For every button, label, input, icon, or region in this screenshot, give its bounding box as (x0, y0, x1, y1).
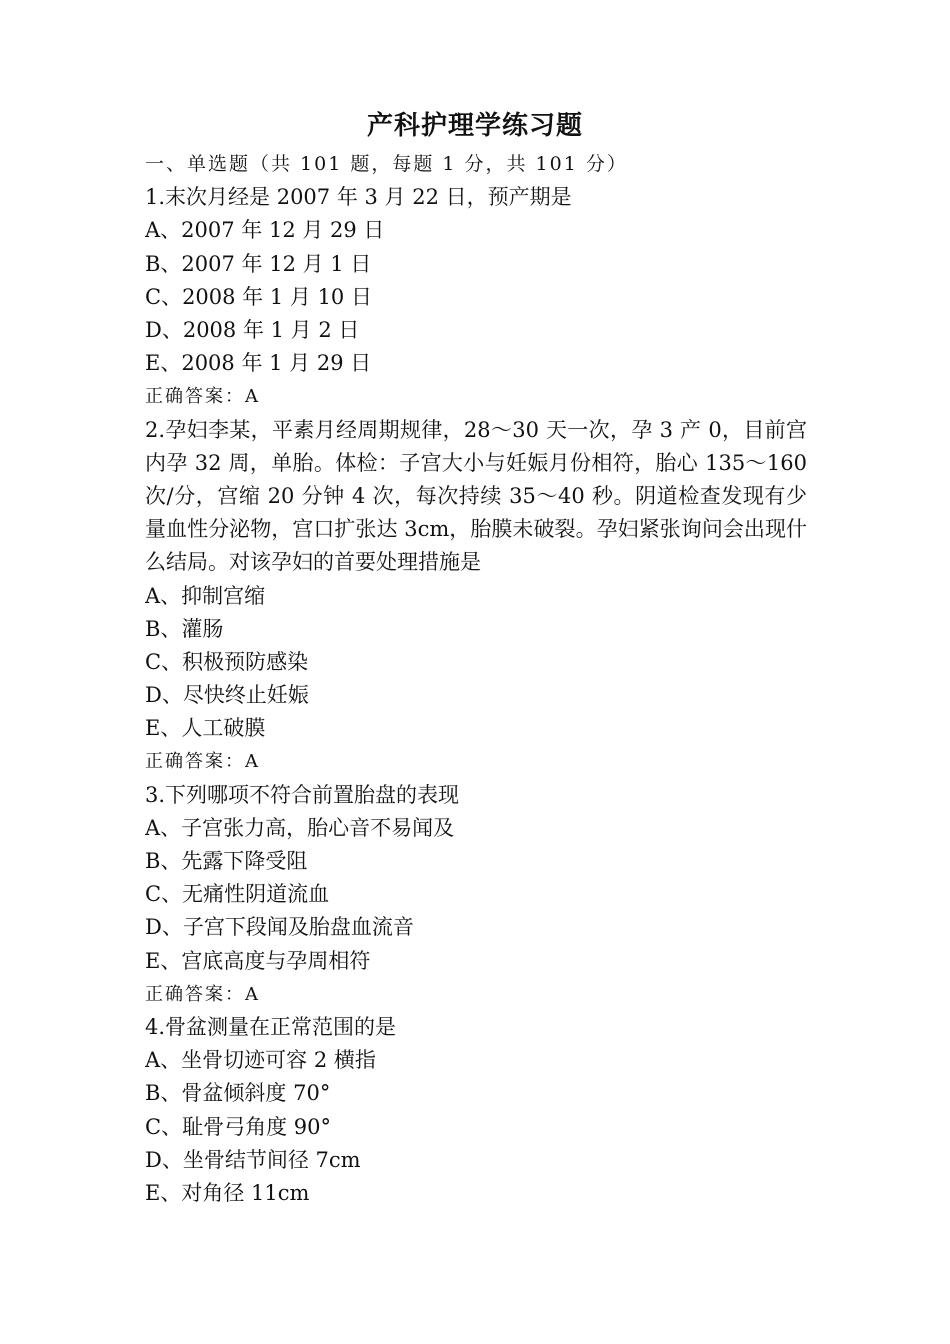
question-block (145, 1011, 807, 1210)
option-a: A、2007 年 12 月 29 日 (145, 218, 385, 243)
question-list (145, 148, 807, 1210)
option-a: A、抑制宫缩 (145, 583, 266, 608)
question-stem: 4.骨盆测量在正常范围的是 (145, 1014, 397, 1039)
option-c: C、无痛性阴道流血 (145, 882, 330, 907)
option-d: D、子宫下段闻及胎盘血流音 (145, 915, 414, 940)
question-block (145, 414, 807, 779)
question-stem: 3.下列哪项不符合前置胎盘的表现 (145, 782, 460, 807)
option-c: C、积极预防感染 (145, 649, 309, 674)
option-b: B、2007 年 12 月 1 日 (145, 251, 372, 276)
correct-answer: 正确答案：A (145, 983, 260, 1005)
option-e: E、2008 年 1 月 29 日 (145, 351, 372, 376)
option-e: E、宫底高度与孕周相符 (145, 948, 371, 973)
section-heading: 一、单选题（共 101 题，每题 1 分，共 101 分） (145, 153, 628, 175)
option-b: B、先露下降受阻 (145, 849, 308, 874)
option-d: D、2008 年 1 月 2 日 (145, 317, 360, 342)
page-title: 产科护理学练习题 (366, 111, 583, 141)
option-b: B、骨盆倾斜度 70° (145, 1081, 331, 1106)
option-b: B、灌肠 (145, 616, 224, 641)
option-a: A、坐骨切迹可容 2 横指 (145, 1048, 376, 1073)
option-d: D、坐骨结节间径 7cm (145, 1147, 361, 1172)
option-e: E、人工破膜 (145, 716, 266, 741)
question-block (145, 181, 807, 413)
correct-answer: 正确答案：A (145, 751, 260, 773)
option-c: C、耻骨弓角度 90° (145, 1114, 331, 1139)
question-stem: 2.孕妇李某，平素月经周期规律，28～30 天一次，孕 3 产 0，目前宫内孕 32 周，单胎。体检：子宫大小与妊娠月份相符，胎心 135～160 次/分，宫缩 20 分钟 4 次，每次持续 35～40 秒。阴道检查发现有少量血性分泌物，宫口扩张达 3cm，胎膜未破裂。孕妇紧张询问会出现什么结局。对该孕妇的首要处理措施是 (145, 417, 807, 575)
option-e: E、对角径 11cm (145, 1180, 310, 1205)
correct-answer: 正确答案：A (145, 386, 260, 408)
option-a: A、子宫张力高，胎心音不易闻及 (145, 815, 455, 840)
question-stem: 1.末次月经是 2007 年 3 月 22 日，预产期是 (145, 185, 572, 210)
question-block (145, 779, 807, 1011)
option-c: C、2008 年 1 月 10 日 (145, 284, 372, 309)
option-d: D、尽快终止妊娠 (145, 683, 309, 708)
